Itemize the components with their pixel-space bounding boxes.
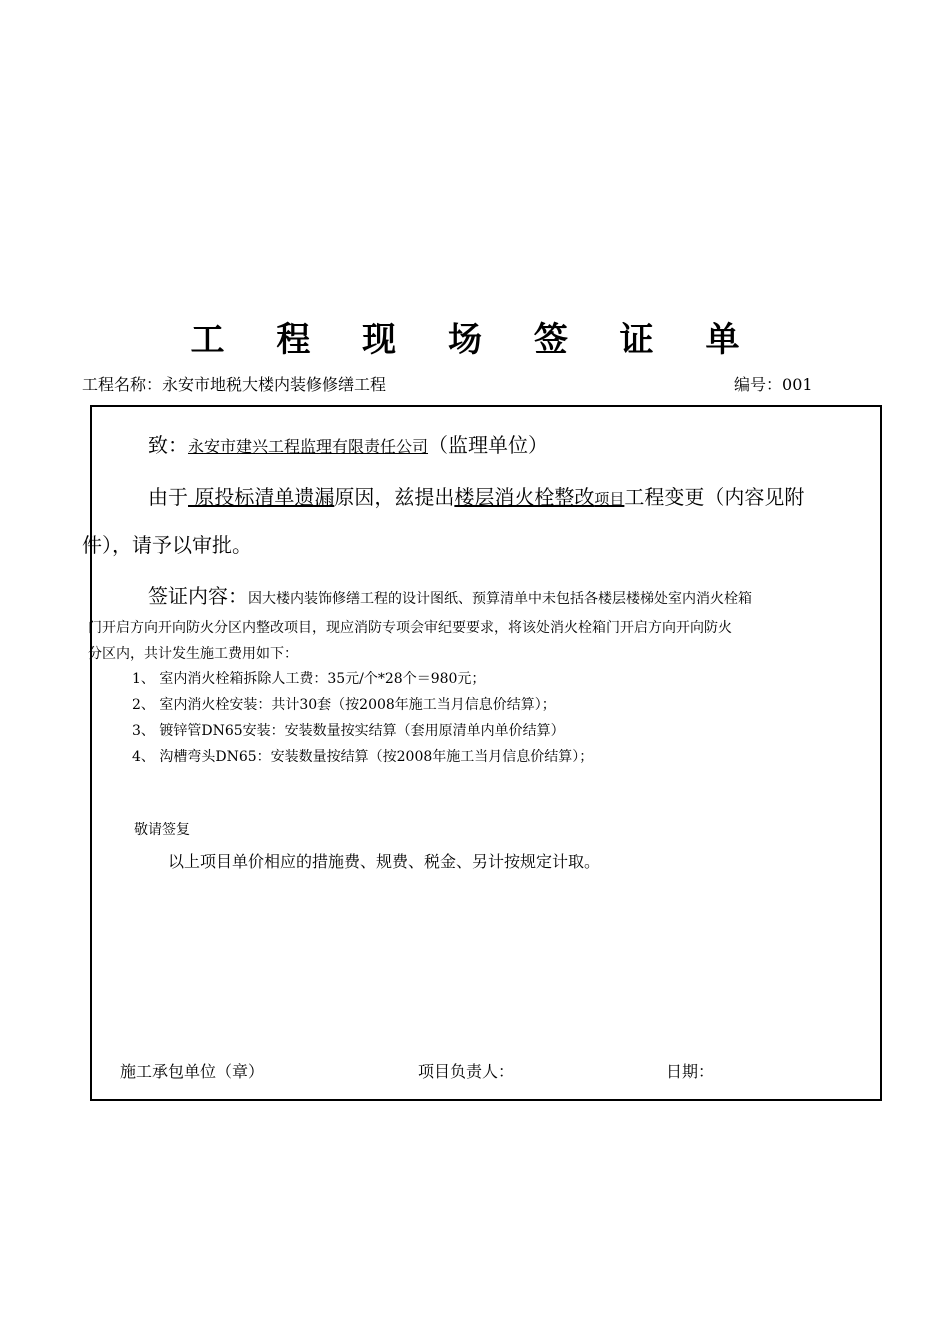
contractor-signature: 施工承包单位（章） [120, 1062, 265, 1081]
content-line [148, 580, 752, 609]
content-item-3: 3、 镀锌管DN65安装：安装数量按实结算（套用原清单内单价结算） [132, 723, 565, 739]
addressee-line [148, 429, 548, 458]
reason-value: 原投标清单遗漏 [188, 485, 335, 509]
content-text-1: 因大楼内装饰修缮工程的设计图纸、预算清单中未包括各楼层楼梯处室内消火栓箱 [248, 591, 752, 607]
addressee-company: 永安市建兴工程监理有限责任公司 [188, 437, 429, 456]
addressee-prefix: 致： [148, 433, 188, 457]
content-text-3: 分区内，共计发生施工费用如下： [88, 646, 298, 662]
date-field: 日期： [666, 1062, 715, 1081]
number-value: 001 [782, 375, 813, 394]
respect-line: 敬请签复 [134, 822, 190, 838]
project-name-value: 永安市地税大楼内装修修缮工程 [162, 375, 387, 394]
reason-line [148, 481, 804, 510]
content-text-2: 门开启方向开向防火分区内整改项目，现应消防专项会审纪要要求，将该处消火栓箱门开启方向开向防火 [88, 620, 732, 636]
reason-text-2: 原因，兹提出 [334, 485, 455, 509]
form-box [82, 405, 882, 1101]
content-item-2: 2、 室内消火栓安装：共计30套（按2008年施工当月信息价结算）； [132, 697, 556, 713]
content-item-1: 1、 室内消火栓箱拆除人工费：35元/个*28个＝980元； [132, 671, 486, 687]
reason-text-3: 工程变更（内容见附 [624, 485, 805, 509]
project-item-a: 楼层消火栓整改 [454, 485, 595, 509]
content-item-4: 4、 沟槽弯头DN65：安装数量按结算（按2008年施工当月信息价结算）； [132, 749, 594, 765]
project-name-row [82, 372, 386, 395]
project-item-b: 项目 [594, 490, 625, 508]
reason-line-2: 件），请予以审批。 [82, 533, 252, 557]
number-label: 编号： [734, 375, 783, 394]
project-item [454, 485, 624, 509]
content-label: 签证内容： [148, 584, 248, 608]
reason-text-1: 由于 [148, 485, 188, 509]
manager-signature: 项目负责人： [418, 1062, 515, 1081]
project-name-label: 工程名称： [82, 375, 163, 394]
page-title: 工 程 现 场 签 证 单 [190, 320, 760, 360]
note-line: 以上项目单价相应的措施费、规费、税金、另计按规定计取。 [168, 852, 601, 871]
addressee-suffix: （监理单位） [428, 433, 549, 457]
number-row [734, 372, 813, 395]
